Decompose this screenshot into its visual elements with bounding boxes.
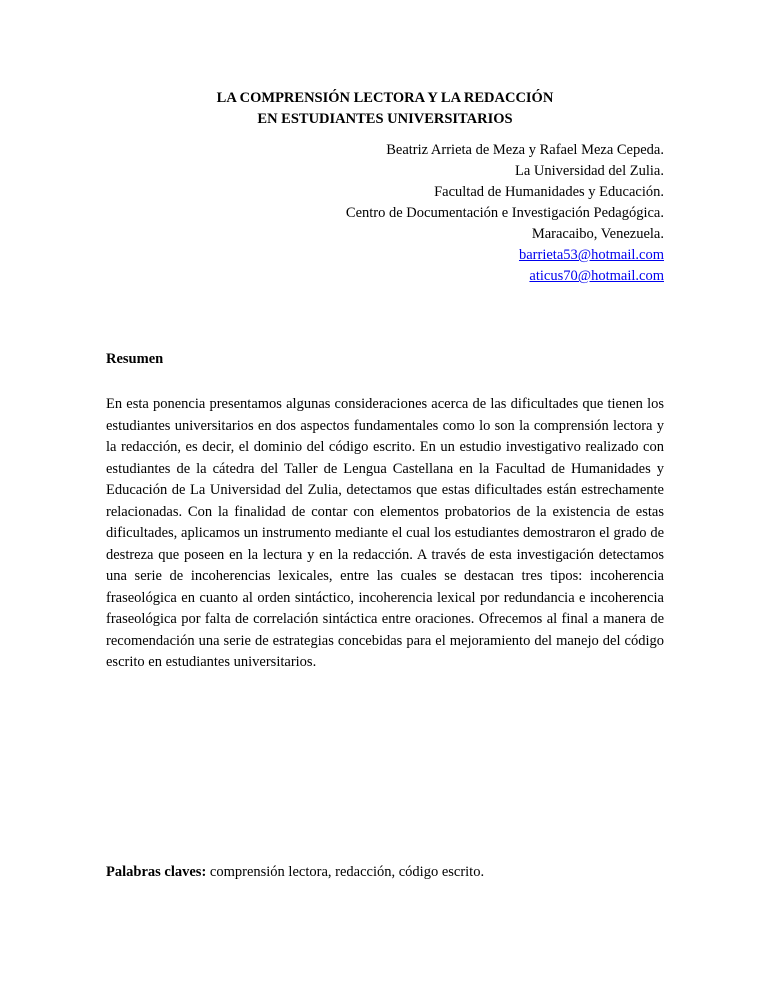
- affiliation-center: Centro de Documentación e Investigación Pedagógica.: [345, 205, 664, 221]
- paper-title-line-2: EN ESTUDIANTES UNIVERSITARIOS: [257, 111, 513, 127]
- author-block: [106, 140, 664, 287]
- affiliation-city: Maracaibo, Venezuela.: [531, 226, 664, 242]
- keywords-line: [106, 862, 664, 883]
- email-link-2[interactable]: aticus70@hotmail.com: [529, 268, 664, 284]
- affiliation-university: La Universidad del Zulia.: [515, 163, 664, 179]
- keywords-text: comprensión lectora, redacción, código escrito.: [206, 864, 485, 880]
- paper-title: [106, 88, 664, 130]
- affiliation-faculty: Facultad de Humanidades y Educación.: [434, 184, 664, 200]
- resumen-heading: Resumen: [106, 351, 164, 367]
- email-link-1[interactable]: barrieta53@hotmail.com: [518, 247, 664, 263]
- email-line-2: [106, 266, 664, 287]
- email-line-1: [106, 245, 664, 266]
- author-names: Beatriz Arrieta de Meza y Rafael Meza Cepeda.: [386, 142, 664, 158]
- keywords-label: Palabras claves:: [106, 864, 207, 880]
- abstract-paragraph: En esta ponencia presentamos algunas consideraciones acerca de las dificultades que tienen los estudiantes universitarios en dos aspectos fundamentales como lo son la comprensión lectora y la redacción, es decir, el dominio del código escrito. En un estudio investigativo realizado con estudiantes de la cátedra del Taller de Lengua Castellana en la Facultad de Humanidades y Educación de La Universidad del Zulia, detectamos que estas dificultades están estrechamente relacionadas. Con la finalidad de contar con elementos probatorios de la existencia de estas dificultades, aplicamos un instrumento mediante el cual los estudiantes demostraron el grado de destreza que poseen en la lectura y en la redacción. A través de esta investigación detectamos una serie de incoherencias lexicales, entre las cuales se destacan tres tipos: incoherencia fraseológica en cuanto al orden sintáctico, incoherencia lexical por redundancia e incoherencia fraseológica por falta de correlación sintáctica entre oraciones. Ofrecemos al final a manera de recomendación una serie de estrategias concebidas para el mejoramiento del manejo del código escrito en estudiantes universitarios.: [106, 396, 664, 670]
- paper-title-line-1: LA COMPRENSIÓN LECTORA Y LA REDACCIÓN: [216, 90, 554, 106]
